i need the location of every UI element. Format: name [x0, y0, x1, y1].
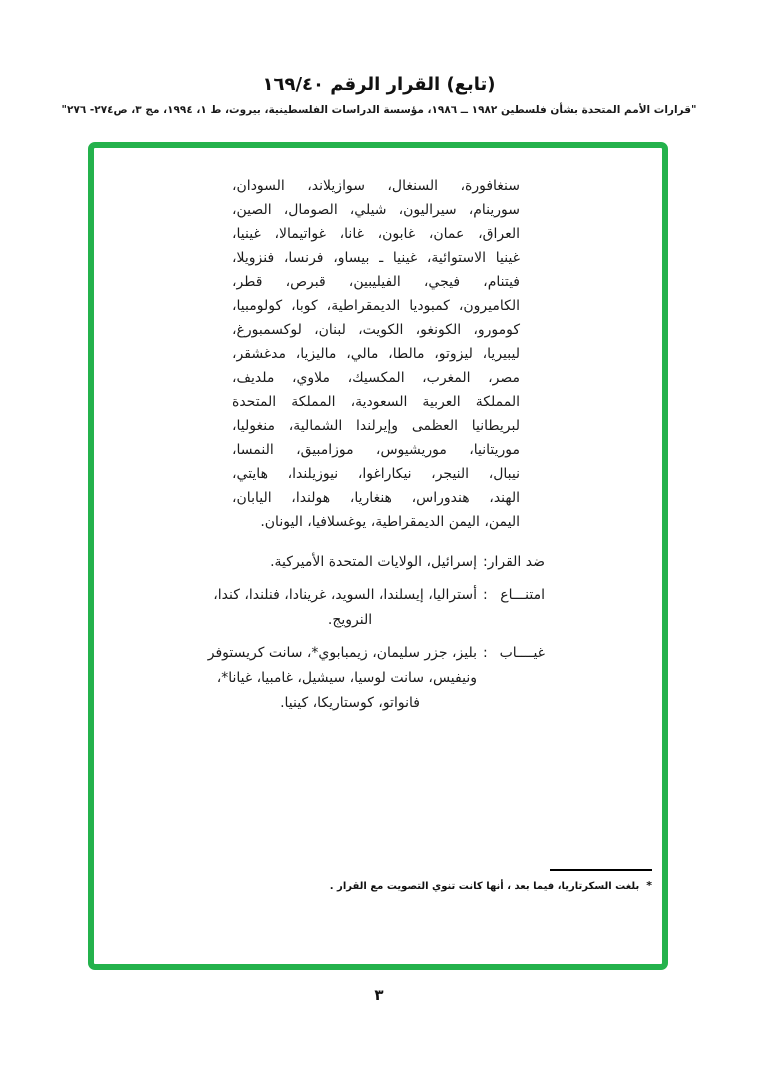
highlight-frame [88, 142, 668, 970]
footnote-body: بلغت السكرتاريا، فيما بعد ، أنها كانت تنوي التصويت مع القرار . [329, 881, 640, 892]
section-label-absent [483, 641, 545, 716]
page-number: ٣ [374, 986, 384, 1004]
against-country-list [223, 550, 477, 575]
country-list-line: اليمن، اليمن الديمقراطية، يوغسلافيا، اليونان. [260, 514, 520, 530]
footnote [329, 869, 652, 892]
footnote-text [329, 879, 652, 892]
footnote-divider [550, 869, 652, 871]
section-label-abstain [483, 583, 545, 633]
in-favour-country-list [232, 174, 520, 534]
country-list-line: العراق، عمان، غابون، غانا، غواتيمالا، غينيا، [232, 226, 520, 242]
vote-section-against [223, 550, 545, 575]
country-list-line: مصر، المغرب، المكسيك، ملاوي، ملديف، [232, 370, 520, 386]
country-list-line: غينيا الاستوائية، غينيا ـ بيساو، فرنسا، فنزويلا، [232, 250, 520, 266]
country-list-line: موريتانيا، موريشيوس، موزامبيق، النمسا، [232, 442, 520, 458]
country-list-line: ونيفيس، سانت لوسيا، سيشيل، غامبيا، غيانا*، [216, 670, 477, 686]
country-list-line: الهند، هندوراس، هنغاريا، هولندا، اليابان، [232, 490, 520, 506]
country-list-line: فيتنام، فيجي، الفيليبين، قبرص، قطر، [232, 274, 520, 290]
vote-section-abstain [213, 583, 545, 633]
country-list-line: سورينام، سيراليون، شيلي، الصومال، الصين، [232, 202, 520, 218]
section-label-against [483, 550, 545, 575]
country-list-line: الكاميرون، كمبوديا الديمقراطية، كوبا، كولومبيا، [232, 298, 520, 314]
footnote-marker: * [646, 879, 652, 892]
country-list-line: أستراليا، إيسلندا، السويد، غرينادا، فنلندا، كندا، [213, 587, 477, 603]
country-list-line: لبريطانيا العظمى وإيرلندا الشمالية، منغوليا، [232, 418, 520, 434]
source-citation: "قرارات الأمم المتحدة بشأن فلسطين ١٩٨٢ ــ ١٩٨٦، مؤسسة الدراسات الفلسطينية، بيروت، ط ١، ١٩٩٤، مج ٣، ص٢٧٤- ٢٧٦" [61, 104, 697, 116]
section-colon: : [483, 645, 488, 661]
country-list-line: النرويج. [327, 612, 373, 628]
vote-sections [207, 550, 545, 716]
absent-country-list [207, 641, 477, 716]
section-colon: : [482, 554, 488, 570]
country-list-line: المملكة العربية السعودية، المملكة المتحدة [232, 394, 520, 410]
section-label-text: امتنـــاع [500, 587, 545, 603]
country-list-line: فانواتو، كوستاريكا، كينيا. [280, 695, 420, 711]
section-colon: : [483, 587, 488, 603]
country-list-line: كومورو، الكونغو، الكويت، لبنان، لوكسمبورغ، [232, 322, 520, 338]
scanned-text-area [94, 148, 662, 964]
resolution-title: (تابع) القرار الرقم ١٦٩/٤٠ [262, 74, 496, 95]
vote-section-absent [207, 641, 545, 716]
abstain-country-list [213, 583, 477, 633]
country-list-line: نيبال، النيجر، نيكاراغوا، نيوزيلندا، هايتي، [232, 466, 520, 482]
country-list-line: ليبيريا، ليزوتو، مالطا، مالي، ماليزيا، مدغشقر، [232, 346, 520, 362]
country-list-line: بليز، جزر سليمان، زيمبابوي*، سانت كريستوفر [207, 645, 477, 661]
country-list-line: سنغافورة، السنغال، سوازيلاند، السودان، [232, 178, 520, 194]
section-label-text: غيــــاب [499, 645, 545, 661]
country-list-line: إسرائيل، الولايات المتحدة الأميركية. [270, 554, 477, 570]
section-label-text: ضد القرار [487, 554, 545, 570]
